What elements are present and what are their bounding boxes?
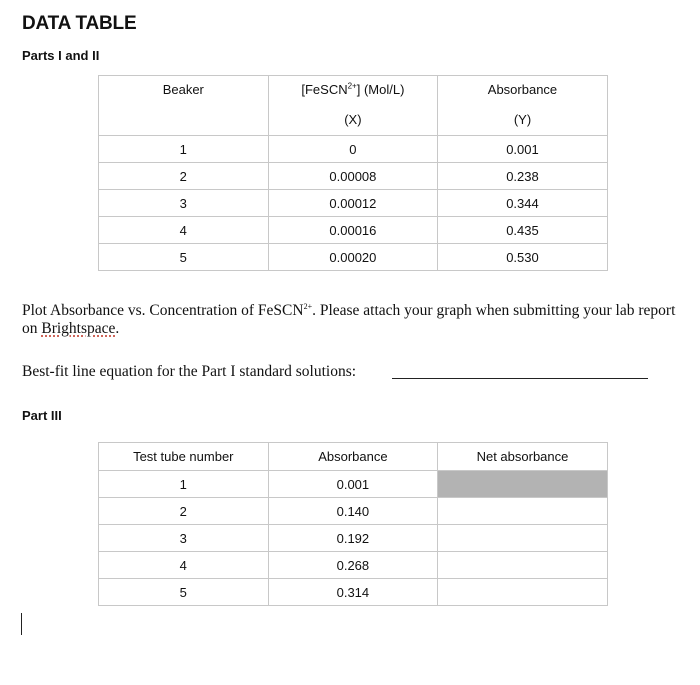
table-row — [99, 163, 608, 190]
header-beaker[interactable]: Beaker — [99, 76, 269, 109]
cell-absorbance[interactable]: 0.192 — [268, 525, 438, 552]
cell-concentration[interactable]: 0.00016 — [268, 217, 438, 244]
table-row — [99, 579, 608, 606]
plot-instructions-part3: . — [115, 320, 120, 337]
header-absorbance[interactable]: Absorbance — [268, 443, 438, 471]
cell-test-tube[interactable]: 4 — [99, 552, 269, 579]
text-cursor — [21, 613, 22, 635]
bestfit-answer-line[interactable] — [392, 378, 648, 379]
unknowns-data-table — [98, 442, 608, 606]
page-title: DATA TABLE — [22, 13, 137, 34]
table-row — [99, 525, 608, 552]
header-concentration[interactable] — [268, 76, 438, 109]
cell-net-absorbance[interactable] — [438, 552, 608, 579]
table-row — [99, 498, 608, 525]
table-row — [99, 552, 608, 579]
section-label-parts-1-2: Parts I and II — [22, 48, 100, 63]
cell-beaker[interactable]: 5 — [99, 244, 269, 271]
table-row — [99, 136, 608, 163]
cell-concentration[interactable]: 0 — [268, 136, 438, 163]
cell-net-absorbance[interactable] — [438, 579, 608, 606]
cell-absorbance[interactable]: 0.530 — [438, 244, 608, 271]
bestfit-label: Best-fit line equation for the Part I standard solutions: — [22, 363, 357, 380]
plot-instructions-charge: 2+ — [303, 301, 313, 311]
cell-net-absorbance[interactable] — [438, 525, 608, 552]
cell-absorbance[interactable]: 0.314 — [268, 579, 438, 606]
header-concentration-prefix: [FeSCN — [301, 82, 348, 97]
table-row — [99, 217, 608, 244]
table1-header-row — [99, 76, 608, 109]
cell-beaker[interactable]: 4 — [99, 217, 269, 244]
cell-beaker[interactable]: 2 — [99, 163, 269, 190]
cell-net-absorbance[interactable] — [438, 498, 608, 525]
brightspace-word[interactable]: Brightspace — [41, 320, 116, 337]
cell-absorbance[interactable]: 0.140 — [268, 498, 438, 525]
header-concentration-suffix: ] (Mol/L) — [356, 82, 405, 97]
header-concentration-charge: 2+ — [347, 81, 357, 91]
header-net-absorbance[interactable]: Net absorbance — [438, 443, 608, 471]
cell-test-tube[interactable]: 5 — [99, 579, 269, 606]
cell-concentration[interactable]: 0.00008 — [268, 163, 438, 190]
section-label-part-3: Part III — [22, 408, 62, 423]
header-absorbance-variable[interactable]: (Y) — [438, 108, 608, 136]
cell-absorbance[interactable]: 0.344 — [438, 190, 608, 217]
standards-data-table — [98, 75, 608, 271]
header-test-tube[interactable]: Test tube number — [99, 443, 269, 471]
header-beaker-blank[interactable] — [99, 108, 269, 136]
cell-concentration[interactable]: 0.00020 — [268, 244, 438, 271]
header-concentration-variable[interactable]: (X) — [268, 108, 438, 136]
header-absorbance[interactable]: Absorbance — [438, 76, 608, 109]
plot-instructions-part1: Plot Absorbance vs. Concentration of FeSCN — [22, 302, 304, 319]
cell-absorbance[interactable]: 0.001 — [268, 471, 438, 498]
cell-net-absorbance-shaded[interactable] — [438, 471, 608, 498]
cell-beaker[interactable]: 1 — [99, 136, 269, 163]
cell-absorbance[interactable]: 0.001 — [438, 136, 608, 163]
cell-test-tube[interactable]: 2 — [99, 498, 269, 525]
table1-subheader-row — [99, 108, 608, 136]
cell-test-tube[interactable]: 1 — [99, 471, 269, 498]
cell-test-tube[interactable]: 3 — [99, 525, 269, 552]
table-row — [99, 244, 608, 271]
table2-header-row — [99, 443, 608, 471]
plot-instructions — [22, 302, 682, 338]
cell-beaker[interactable]: 3 — [99, 190, 269, 217]
cell-absorbance[interactable]: 0.268 — [268, 552, 438, 579]
plot-instructions-part2: . Please attach your graph when submitting your lab report on — [22, 302, 676, 337]
cell-absorbance[interactable]: 0.238 — [438, 163, 608, 190]
table-row — [99, 190, 608, 217]
cell-absorbance[interactable]: 0.435 — [438, 217, 608, 244]
table-row — [99, 471, 608, 498]
cell-concentration[interactable]: 0.00012 — [268, 190, 438, 217]
